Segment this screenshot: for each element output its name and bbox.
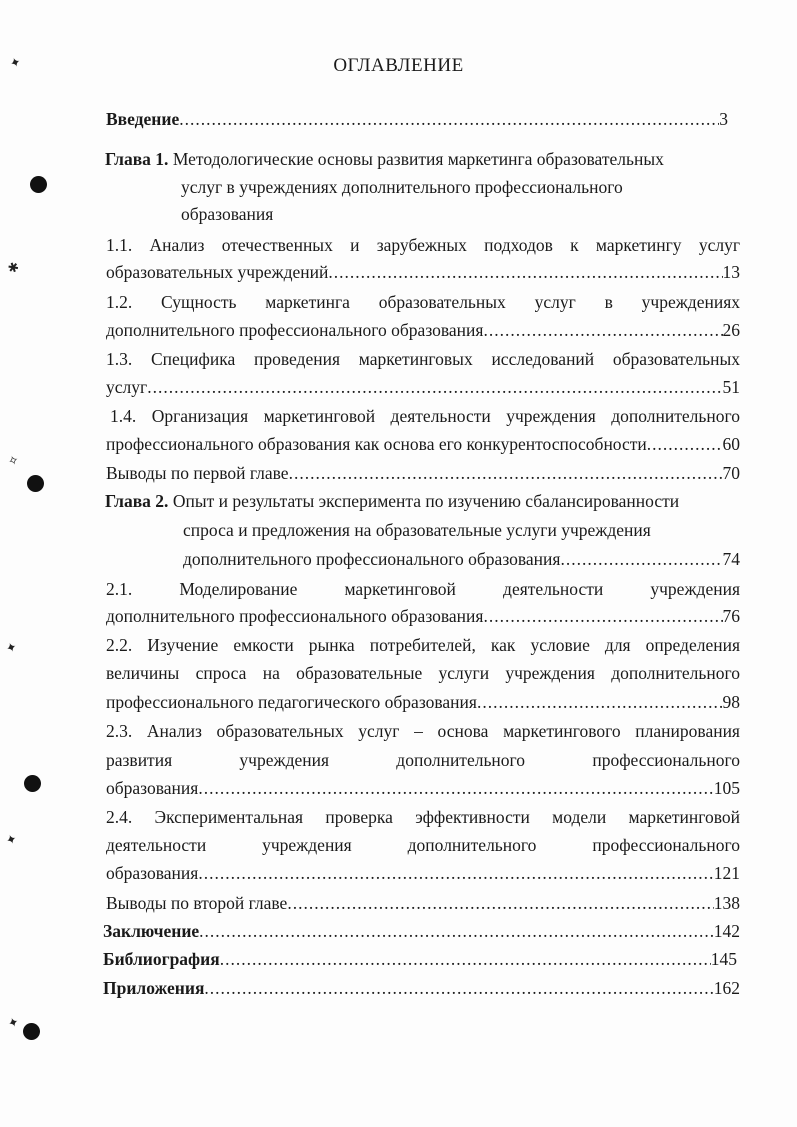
- toc-section-1-2-line-1: 1.2. Сущность маркетинга образовательных услуг в учреждениях: [106, 292, 740, 312]
- punch-hole: [30, 176, 47, 193]
- entry-label: Выводы по первой главе: [106, 463, 289, 483]
- toc-section-2-1-line-2: [106, 605, 740, 627]
- chapter-label: Глава 1.: [105, 149, 169, 169]
- leader-dots: [147, 376, 722, 398]
- scan-speck-icon: ✦: [7, 53, 23, 72]
- entry-label: образовательных учреждений: [106, 262, 329, 282]
- scan-speck-icon: ✱: [5, 258, 21, 277]
- toc-entry-bibliography: [103, 948, 737, 970]
- scan-speck-icon: ✦: [3, 830, 19, 849]
- toc-chapter-2-line-3: [183, 548, 740, 570]
- punch-hole: [23, 1023, 40, 1040]
- leader-dots: [220, 948, 711, 970]
- page-number: 60: [722, 434, 740, 454]
- entry-label: дополнительного профессионального образования: [106, 320, 484, 340]
- chapter-title: Методологические основы развития маркетинга образовательных: [172, 149, 664, 169]
- toc-entry-intro: [106, 108, 728, 130]
- leader-dots: [477, 691, 723, 713]
- entry-label: Заключение: [103, 921, 200, 941]
- toc-section-2-1-line-1: 2.1. Моделирование маркетинговой деятельности учреждения: [106, 579, 740, 599]
- toc-section-2-2-line-3: [106, 691, 740, 713]
- toc-entry-conclusions-2: [106, 892, 740, 914]
- toc-section-2-3-line-1: 2.3. Анализ образовательных услуг – основа маркетингового планирования: [106, 721, 740, 741]
- toc-entry-conclusions-1: [106, 462, 740, 484]
- entry-label: дополнительного профессионального образования: [106, 606, 484, 626]
- leader-dots: [483, 319, 722, 341]
- page-number: 138: [713, 893, 740, 913]
- entry-label: Приложения: [103, 978, 205, 998]
- toc-section-2-3-line-2: развития учреждения дополнительного профессионального: [106, 750, 740, 770]
- toc-section-1-1-line-1: 1.1. Анализ отечественных и зарубежных подходов к маркетингу услуг: [106, 235, 740, 255]
- toc-chapter-2-line-1: [105, 490, 679, 512]
- leader-dots: [560, 548, 722, 570]
- entry-label: образования: [106, 863, 199, 883]
- scan-speck-icon: ✦: [3, 638, 19, 657]
- page-number: 142: [713, 921, 740, 941]
- leader-dots: [198, 862, 713, 884]
- punch-hole: [24, 775, 41, 792]
- leader-dots: [198, 777, 713, 799]
- page-number: 98: [722, 692, 740, 712]
- leader-dots: [483, 605, 722, 627]
- page-number: 121: [713, 863, 740, 883]
- leader-dots: [199, 920, 714, 942]
- page-number: 145: [710, 949, 737, 969]
- page-number: 51: [722, 377, 740, 397]
- page-title: ОГЛАВЛЕНИЕ: [333, 55, 464, 76]
- leader-dots: [289, 462, 723, 484]
- chapter-title: Опыт и результаты эксперимента по изучению сбалансированности: [172, 491, 680, 511]
- toc-section-1-2-line-2: [106, 319, 740, 341]
- toc-section-2-4-line-2: деятельности учреждения дополнительного профессионального: [106, 835, 740, 855]
- page-number: 26: [722, 320, 740, 340]
- toc-section-2-2-line-1: 2.2. Изучение емкости рынка потребителей, как условие для определения: [106, 635, 740, 655]
- page-number: 105: [713, 778, 740, 798]
- leader-dots: [287, 892, 713, 914]
- page-number: 3: [719, 109, 728, 129]
- entry-label: профессионального педагогического образования: [106, 692, 477, 712]
- entry-label: дополнительного профессионального образования: [183, 549, 561, 569]
- leader-dots: [328, 261, 722, 283]
- leader-dots: [204, 977, 713, 999]
- entry-label: Выводы по второй главе: [106, 893, 288, 913]
- toc-section-1-1-line-2: [106, 261, 740, 283]
- toc-chapter-1-line-3: образования: [181, 204, 274, 224]
- toc-chapter-1-line-2: услуг в учреждениях дополнительного профессионального: [181, 177, 623, 197]
- entry-label: Введение: [106, 109, 180, 129]
- toc-section-1-4-line-1: 1.4. Организация маркетинговой деятельности учреждения дополнительного: [110, 406, 740, 426]
- entry-label: образования: [106, 778, 199, 798]
- entry-label: услуг: [106, 377, 148, 397]
- toc-entry-appendix: [103, 977, 740, 999]
- toc-section-2-3-line-3: [106, 777, 740, 799]
- toc-section-1-3-line-2: [106, 376, 740, 398]
- scan-speck-icon: ✧: [5, 451, 21, 470]
- chapter-label: Глава 2.: [105, 491, 169, 511]
- page-number: 70: [722, 463, 740, 483]
- page-number: 76: [722, 606, 740, 626]
- page-number: 162: [713, 978, 740, 998]
- leader-dots: [179, 108, 719, 130]
- toc-section-2-4-line-1: 2.4. Экспериментальная проверка эффективности модели маркетинговой: [106, 807, 740, 827]
- entry-label: профессионального образования как основа его конкурентоспособности: [106, 434, 647, 454]
- toc-chapter-1-line-1: [105, 148, 664, 170]
- toc-entry-conclusion: [103, 920, 740, 942]
- toc-section-2-2-line-2: величины спроса на образовательные услуги учреждения дополнительного: [106, 663, 740, 683]
- entry-label: Библиография: [103, 949, 220, 969]
- page-number: 74: [722, 549, 740, 569]
- page-number: 13: [722, 262, 740, 282]
- toc-section-2-4-line-3: [106, 862, 740, 884]
- punch-hole: [27, 475, 44, 492]
- toc-chapter-2-line-2: спроса и предложения на образовательные услуги учреждения: [183, 520, 651, 540]
- leader-dots: [647, 433, 723, 455]
- scan-speck-icon: ✦: [5, 1013, 21, 1032]
- toc-section-1-4-line-2: [106, 433, 740, 455]
- toc-section-1-3-line-1: 1.3. Специфика проведения маркетинговых исследований образовательных: [106, 349, 740, 369]
